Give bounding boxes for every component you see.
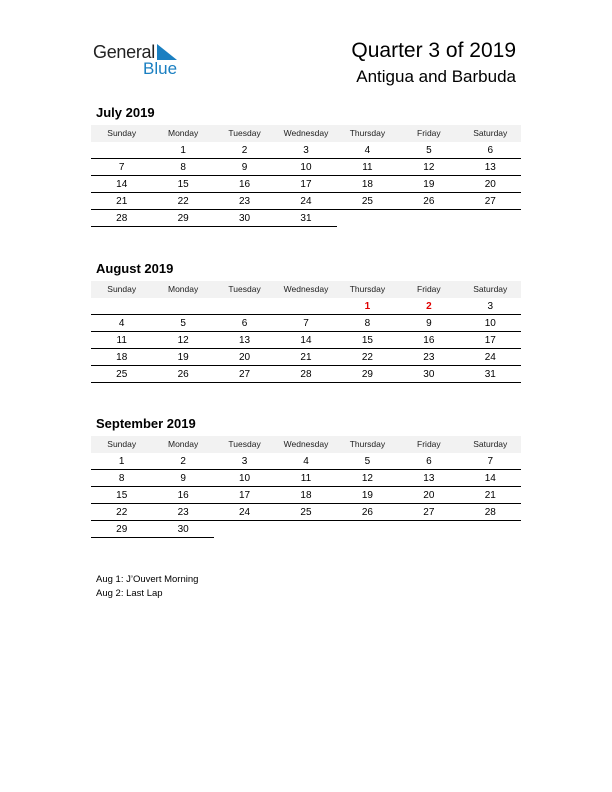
day-cell: 25 bbox=[91, 366, 152, 383]
weekday-header: Friday bbox=[398, 436, 459, 453]
day-cell: 3 bbox=[214, 453, 275, 470]
day-cell: 8 bbox=[337, 315, 398, 332]
day-cell bbox=[91, 142, 152, 159]
calendar-grid bbox=[91, 436, 521, 538]
day-cell: 6 bbox=[460, 142, 521, 159]
day-cell: 10 bbox=[460, 315, 521, 332]
day-cell: 30 bbox=[214, 210, 275, 227]
day-cell bbox=[460, 521, 521, 538]
day-cell: 15 bbox=[91, 487, 152, 504]
weekday-header: Tuesday bbox=[214, 436, 275, 453]
month-title: August 2019 bbox=[96, 261, 174, 276]
day-cell: 18 bbox=[91, 349, 152, 366]
weekday-header: Saturday bbox=[460, 281, 521, 298]
day-cell: 7 bbox=[91, 159, 152, 176]
day-cell: 25 bbox=[337, 193, 398, 210]
day-cell: 29 bbox=[152, 210, 213, 227]
month-july bbox=[91, 104, 521, 227]
day-cell: 4 bbox=[337, 142, 398, 159]
day-cell: 25 bbox=[275, 504, 336, 521]
day-cell: 17 bbox=[275, 176, 336, 193]
day-cell: 15 bbox=[152, 176, 213, 193]
day-cell: 10 bbox=[214, 470, 275, 487]
weekday-header: Sunday bbox=[91, 436, 152, 453]
day-cell: 9 bbox=[398, 315, 459, 332]
day-cell: 3 bbox=[460, 298, 521, 315]
day-cell: 27 bbox=[460, 193, 521, 210]
day-cell: 20 bbox=[398, 487, 459, 504]
day-cell: 21 bbox=[91, 193, 152, 210]
day-cell: 22 bbox=[91, 504, 152, 521]
day-cell: 3 bbox=[275, 142, 336, 159]
weekday-header: Sunday bbox=[91, 125, 152, 142]
month-august bbox=[91, 260, 521, 383]
day-cell: 27 bbox=[398, 504, 459, 521]
weekday-header: Monday bbox=[152, 125, 213, 142]
day-cell: 4 bbox=[91, 315, 152, 332]
day-cell: 18 bbox=[337, 176, 398, 193]
day-cell: 22 bbox=[337, 349, 398, 366]
day-cell: 13 bbox=[460, 159, 521, 176]
day-cell: 20 bbox=[460, 176, 521, 193]
day-cell: 26 bbox=[337, 504, 398, 521]
logo bbox=[93, 40, 193, 80]
day-cell: 1 bbox=[152, 142, 213, 159]
day-cell: 8 bbox=[152, 159, 213, 176]
day-cell: 21 bbox=[460, 487, 521, 504]
day-cell: 19 bbox=[398, 176, 459, 193]
day-cell bbox=[275, 298, 336, 315]
day-cell: 24 bbox=[214, 504, 275, 521]
weekday-header: Saturday bbox=[460, 436, 521, 453]
day-cell: 23 bbox=[152, 504, 213, 521]
day-cell: 14 bbox=[460, 470, 521, 487]
day-cell bbox=[398, 521, 459, 538]
day-cell: 28 bbox=[460, 504, 521, 521]
day-cell bbox=[398, 210, 459, 227]
logo-triangle-icon bbox=[157, 44, 177, 60]
day-cell bbox=[337, 521, 398, 538]
page-title: Quarter 3 of 2019 bbox=[351, 39, 516, 62]
weekday-header: Sunday bbox=[91, 281, 152, 298]
day-cell: 19 bbox=[337, 487, 398, 504]
day-cell: 2 bbox=[152, 453, 213, 470]
day-cell: 11 bbox=[337, 159, 398, 176]
weekday-header: Tuesday bbox=[214, 281, 275, 298]
day-cell: 16 bbox=[152, 487, 213, 504]
day-cell bbox=[337, 210, 398, 227]
day-cell: 5 bbox=[337, 453, 398, 470]
holiday-note: Aug 1: J’Ouvert Morning bbox=[96, 574, 199, 585]
weekday-header: Wednesday bbox=[275, 125, 336, 142]
day-cell: 12 bbox=[398, 159, 459, 176]
logo-text-blue: Blue bbox=[143, 59, 178, 78]
month-title: September 2019 bbox=[96, 416, 196, 431]
day-cell: 7 bbox=[275, 315, 336, 332]
day-cell: 9 bbox=[214, 159, 275, 176]
day-cell: 9 bbox=[152, 470, 213, 487]
day-cell: 28 bbox=[91, 210, 152, 227]
day-cell: 19 bbox=[152, 349, 213, 366]
day-cell: 8 bbox=[91, 470, 152, 487]
day-cell: 14 bbox=[275, 332, 336, 349]
day-cell: 18 bbox=[275, 487, 336, 504]
day-cell: 11 bbox=[91, 332, 152, 349]
day-cell bbox=[214, 521, 275, 538]
day-cell: 30 bbox=[398, 366, 459, 383]
day-cell: 12 bbox=[152, 332, 213, 349]
weekday-header: Monday bbox=[152, 436, 213, 453]
day-cell: 31 bbox=[460, 366, 521, 383]
weekday-header: Thursday bbox=[337, 436, 398, 453]
day-cell: 23 bbox=[214, 193, 275, 210]
day-cell: 27 bbox=[214, 366, 275, 383]
weekday-header: Thursday bbox=[337, 281, 398, 298]
day-cell: 2 bbox=[214, 142, 275, 159]
day-cell: 14 bbox=[91, 176, 152, 193]
weekday-header: Saturday bbox=[460, 125, 521, 142]
calendar-grid bbox=[91, 125, 521, 227]
day-cell: 12 bbox=[337, 470, 398, 487]
weekday-header: Friday bbox=[398, 281, 459, 298]
day-cell: 22 bbox=[152, 193, 213, 210]
weekday-header: Friday bbox=[398, 125, 459, 142]
day-cell: 23 bbox=[398, 349, 459, 366]
day-cell: 16 bbox=[398, 332, 459, 349]
day-cell: 4 bbox=[275, 453, 336, 470]
month-title: July 2019 bbox=[96, 105, 155, 120]
day-cell: 17 bbox=[460, 332, 521, 349]
day-cell: 26 bbox=[398, 193, 459, 210]
day-cell: 5 bbox=[152, 315, 213, 332]
weekday-header: Tuesday bbox=[214, 125, 275, 142]
logo-text-general: General bbox=[93, 42, 155, 62]
day-cell: 6 bbox=[214, 315, 275, 332]
day-cell: 24 bbox=[460, 349, 521, 366]
day-cell: 29 bbox=[337, 366, 398, 383]
day-cell: 13 bbox=[214, 332, 275, 349]
holiday-note: Aug 2: Last Lap bbox=[96, 588, 163, 599]
weekday-header: Monday bbox=[152, 281, 213, 298]
day-cell: 2 bbox=[398, 298, 459, 315]
day-cell: 1 bbox=[91, 453, 152, 470]
day-cell: 15 bbox=[337, 332, 398, 349]
day-cell: 10 bbox=[275, 159, 336, 176]
day-cell: 29 bbox=[91, 521, 152, 538]
day-cell: 20 bbox=[214, 349, 275, 366]
calendar-grid bbox=[91, 281, 521, 383]
day-cell: 26 bbox=[152, 366, 213, 383]
day-cell: 30 bbox=[152, 521, 213, 538]
day-cell: 16 bbox=[214, 176, 275, 193]
month-september bbox=[91, 415, 521, 538]
day-cell: 17 bbox=[214, 487, 275, 504]
day-cell bbox=[91, 298, 152, 315]
weekday-header: Wednesday bbox=[275, 281, 336, 298]
day-cell: 1 bbox=[337, 298, 398, 315]
day-cell: 7 bbox=[460, 453, 521, 470]
day-cell: 28 bbox=[275, 366, 336, 383]
day-cell: 5 bbox=[398, 142, 459, 159]
holiday-notes bbox=[96, 573, 198, 601]
weekday-header: Wednesday bbox=[275, 436, 336, 453]
day-cell: 6 bbox=[398, 453, 459, 470]
day-cell bbox=[460, 210, 521, 227]
page-subtitle: Antigua and Barbuda bbox=[356, 67, 516, 86]
day-cell bbox=[214, 298, 275, 315]
day-cell: 31 bbox=[275, 210, 336, 227]
day-cell: 24 bbox=[275, 193, 336, 210]
day-cell bbox=[152, 298, 213, 315]
day-cell bbox=[275, 521, 336, 538]
weekday-header: Thursday bbox=[337, 125, 398, 142]
day-cell: 13 bbox=[398, 470, 459, 487]
day-cell: 11 bbox=[275, 470, 336, 487]
day-cell: 21 bbox=[275, 349, 336, 366]
